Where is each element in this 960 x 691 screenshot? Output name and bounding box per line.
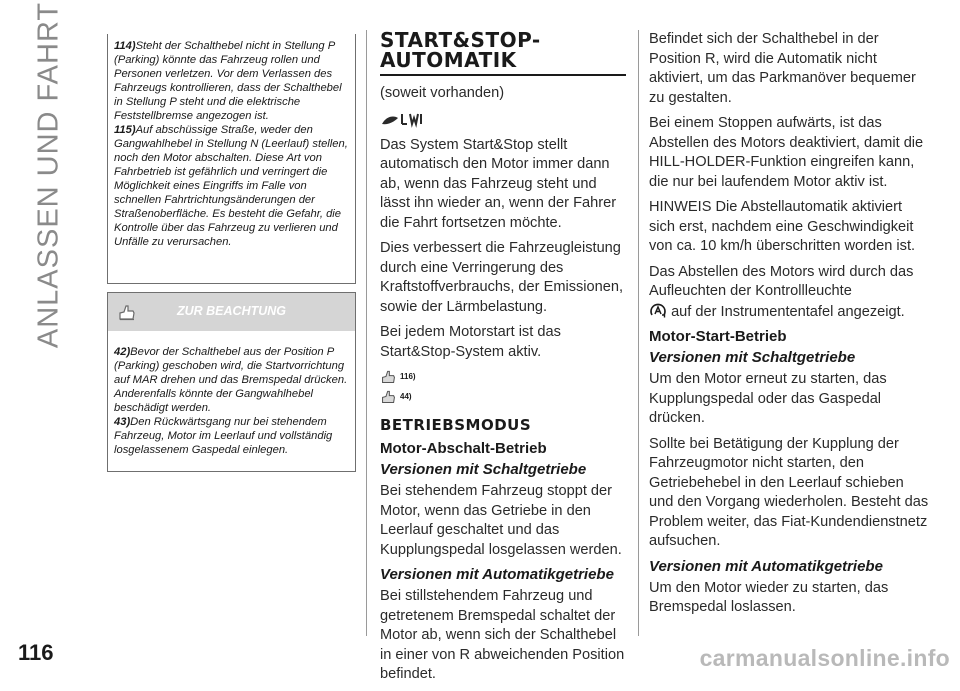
section-heading: BETRIEBSMODUS [380, 416, 532, 434]
note-header [108, 293, 355, 331]
eco-symbol [380, 110, 630, 132]
paragraph: Um den Motor erneut zu starten, das Kupplungspedal oder das Gaspedal drücken. [649, 371, 887, 426]
column-divider [638, 30, 639, 636]
subheading-italic: Versionen mit Automatikgetriebe [380, 566, 614, 583]
warning-box [107, 34, 356, 284]
title-line-1: START&STOP- [380, 28, 541, 52]
auto-stop-warning-light-icon [649, 302, 667, 320]
note-title: ZUR BEACHTUNG [176, 304, 287, 318]
chapter-title: ANLASSEN UND FAHRT [32, 1, 65, 349]
subheading-italic: Versionen mit Schaltgetriebe [649, 349, 856, 366]
note-hand-icon [380, 388, 397, 405]
paragraph: Das System Start&Stop stellt automatisch den Motor immer dann ab, wenn das Fahrzeug steht und lässt ihn wieder an, wenn der Fahrer die Fahrt fortsetzen möchte. [380, 136, 617, 231]
eco-icon [380, 110, 424, 130]
paragraph: Bei einem Stoppen aufwärts, ist das Abstellen des Motors deaktiviert, damit die HILL-HOLDER-Funktion eingreifen kann, die nur bei laufendem Motor aktiv ist. [649, 115, 924, 190]
note-item [114, 415, 351, 457]
subheading-italic: Versionen mit Automatikgetriebe [649, 557, 883, 575]
note-item [114, 345, 351, 415]
paragraph: Dies verbessert die Fahrzeugleistung durch eine Verringerung des Kraftstoffverbrauchs, der Emissionen, sowie der Lärmbelastung. [380, 240, 624, 315]
column-divider [366, 30, 367, 636]
note-ref: 42) [114, 346, 131, 358]
warning-text: Steht der Schalthebel nicht in Stellung P (Parking) könnte das Fahrzeug rollen und Personen verletzen. Vor dem Verlassen des Fahrzeugs kontrollieren, dass der Schalthebel in Stellung P steht und die elektrische Feststellbremse angezogen ist. [114, 40, 342, 122]
paragraph: Bei stillstehendem Fahrzeug und getretenem Bremspedal schaltet der Motor ab, wenn sich der Schalthebel in einer von R abweichenden Position befindet. [380, 588, 625, 682]
paragraph: HINWEIS Die Abstellautomatik aktiviert sich erst, nachdem eine Geschwindigkeit von ca. 10 km/h überschritten worden ist. [649, 199, 916, 254]
page-number: 116 [18, 640, 54, 665]
warning-hand-icon [380, 368, 397, 385]
warning-item [114, 123, 351, 249]
subheading-italic: Versionen mit Schaltgetriebe [380, 461, 587, 478]
warning-ref: 115) [114, 124, 136, 136]
title-line-2: AUTOMATIK [380, 48, 517, 72]
paragraph-part: auf der Instrumententafel angezeigt. [671, 303, 905, 320]
chapter-sidebar [14, 1, 84, 349]
note-text: Bevor der Schalthebel aus der Position P (Parking) geschoben wird, die Startvorrichtung auf MAR drehen und das Bremspedal drücken. Anderenfalls könnte der Gangwahlhebel beschädigt werden. [114, 346, 348, 414]
paragraph-part: Das Abstellen des Motors wird durch das Aufleuchten der Kontrollleuchte [649, 263, 914, 299]
title-underline [380, 74, 626, 76]
reference-number: 116) [400, 372, 416, 381]
paragraph: Sollte bei Betätigung der Kupplung der Fahrzeugmotor nicht starten, den Getriebehebel in den Leerlauf schieben und den Vorgang wiederholen. Besteht das Problem weiter, das Fiat-Kundendienstnetz aufsuchen. [649, 435, 929, 549]
warning-item [114, 39, 351, 123]
note-reference [380, 388, 630, 408]
subheading: Motor-Start-Betrieb [649, 328, 787, 345]
paragraph: Bei jedem Motorstart ist das Start&Stop-System aktiv. [380, 324, 561, 360]
availability-note: (soweit vorhanden) [380, 85, 505, 101]
note-box [107, 292, 356, 472]
subheading: Motor-Abschalt-Betrieb [380, 440, 547, 457]
reference-number: 44) [400, 392, 412, 401]
paragraph: Bei stehendem Fahrzeug stoppt der Motor, wenn das Getriebe in den Leerlauf geschaltet und das Kupplungspedal losgelassen werden. [380, 483, 622, 558]
paragraph [649, 263, 929, 323]
section-main-title [380, 30, 630, 70]
paragraph: Um den Motor wieder zu starten, das Bremspedal loslassen. [649, 579, 889, 615]
watermark: carmanualsonline.info [699, 645, 950, 671]
paragraph: Befindet sich der Schalthebel in der Position R, wird die Automatik nicht aktiviert, um das Parkmanöver bequemer zu gestalten. [649, 31, 916, 106]
warning-ref: 114) [114, 40, 136, 52]
warning-reference [380, 368, 630, 388]
note-ref: 43) [114, 416, 131, 428]
column-2 [380, 30, 630, 691]
warning-text: Auf abschüssige Straße, weder den Gangwahlhebel in Stellung N (Leerlauf) stellen, noch den Motor abschalten. Diese Art von Fahrbetrieb ist gefährlich und verringert die Möglichkeit eines Eingriffs im Falle von schnellen Fahrtrichtungsänderungen der Straßenoberfläche. Es besteht die Gefahr, die Kontrolle über das Fahrzeug zu verlieren und Unfälle zu verursachen. [114, 124, 348, 248]
note-text: Den Rückwärtsgang nur bei stehendem Fahrzeug, Motor im Leerlauf und vollständig losgelassenem Gaspedal einlegen. [114, 416, 333, 456]
column-3 [649, 30, 929, 624]
